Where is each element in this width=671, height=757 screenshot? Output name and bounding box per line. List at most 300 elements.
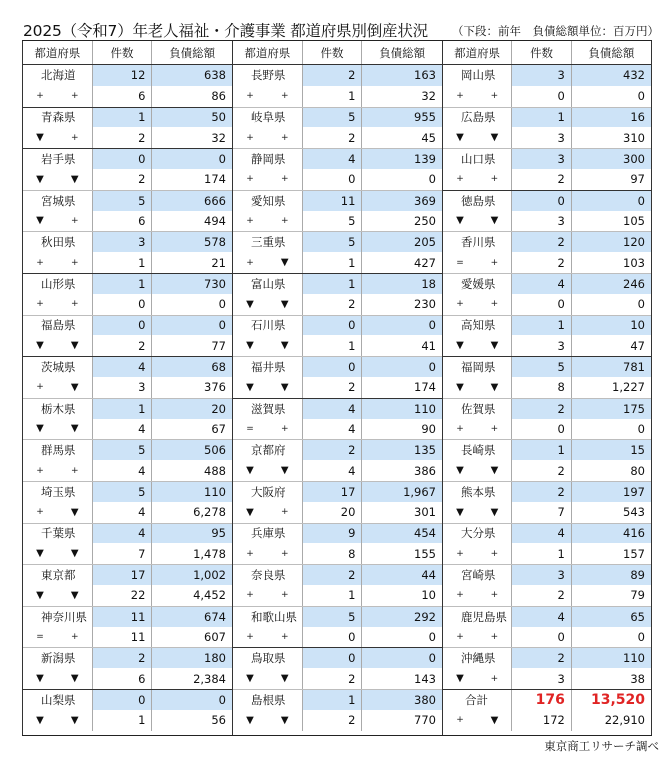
increase-icon: + bbox=[70, 299, 79, 310]
change-markers bbox=[23, 335, 93, 356]
decrease-icon: ▼ bbox=[456, 673, 464, 684]
prior-year-row bbox=[443, 335, 651, 356]
count-cell: 2 bbox=[303, 565, 363, 585]
prefecture-name: 愛知県 bbox=[233, 191, 303, 211]
increase-icon: + bbox=[490, 673, 499, 684]
prior-year-row bbox=[23, 169, 232, 190]
prior-count-cell: 11 bbox=[93, 627, 153, 648]
prior-year-row bbox=[233, 668, 442, 689]
prior-count-cell: 3 bbox=[512, 211, 571, 232]
prior-year-row bbox=[233, 169, 442, 190]
count-cell: 0 bbox=[512, 191, 571, 211]
increase-icon: + bbox=[246, 215, 254, 226]
table-row bbox=[443, 689, 651, 710]
prefecture-name: 岐阜県 bbox=[233, 108, 303, 128]
prior-year-row bbox=[443, 377, 651, 398]
debt-cell: 139 bbox=[362, 149, 442, 169]
header-count: 件数 bbox=[512, 41, 571, 64]
prior-year-row bbox=[233, 127, 442, 148]
increase-icon: + bbox=[490, 91, 499, 102]
total-label: 合計 bbox=[443, 690, 512, 710]
table-row bbox=[443, 481, 651, 502]
prior-debt-cell: 2,384 bbox=[193, 671, 226, 686]
prior-debt-cell: 157 bbox=[623, 546, 645, 561]
prior-debt-cell: 770 bbox=[414, 713, 436, 728]
count-cell: 0 bbox=[93, 316, 153, 336]
decrease-icon: ▼ bbox=[280, 381, 289, 393]
prefecture-name: 神奈川県 bbox=[23, 607, 93, 627]
prior-year-row bbox=[23, 86, 232, 107]
decrease-icon: ▼ bbox=[456, 506, 464, 518]
debt-cell: 68 bbox=[152, 357, 232, 377]
count-cell: 1 bbox=[512, 108, 571, 128]
increase-icon: + bbox=[280, 132, 289, 143]
prior-debt-cell: 45 bbox=[421, 130, 436, 145]
debt-cell: 1,002 bbox=[152, 565, 232, 585]
prior-count-cell: 8 bbox=[512, 377, 571, 398]
prior-year-row bbox=[443, 86, 651, 107]
debt-cell: 638 bbox=[152, 65, 232, 86]
change-markers bbox=[233, 627, 303, 648]
count-cell: 5 bbox=[93, 482, 153, 502]
table-row bbox=[23, 439, 232, 460]
decrease-icon: ▼ bbox=[490, 714, 499, 726]
debt-cell: 20 bbox=[152, 399, 232, 419]
change-markers bbox=[233, 668, 303, 689]
header-prefecture: 都道府県 bbox=[233, 41, 303, 64]
count-cell: 0 bbox=[303, 648, 363, 668]
debt-cell: 65 bbox=[572, 607, 651, 627]
table-row bbox=[23, 523, 232, 544]
count-cell: 1 bbox=[303, 690, 363, 710]
increase-icon: + bbox=[490, 548, 499, 559]
prefecture-name: 兵庫県 bbox=[233, 524, 303, 544]
count-cell: 5 bbox=[303, 232, 363, 252]
change-markers bbox=[233, 585, 303, 606]
prior-count-cell: 3 bbox=[512, 668, 571, 689]
table-row bbox=[233, 190, 442, 211]
increase-icon: + bbox=[246, 631, 254, 642]
count-cell: 3 bbox=[512, 565, 571, 585]
decrease-icon: ▼ bbox=[36, 132, 44, 144]
debt-cell: 454 bbox=[362, 524, 442, 544]
count-cell: 9 bbox=[303, 524, 363, 544]
change-markers bbox=[233, 294, 303, 315]
table-column-group bbox=[22, 41, 232, 735]
prior-year-row bbox=[443, 211, 651, 232]
count-cell: 17 bbox=[303, 482, 363, 502]
count-cell: 4 bbox=[512, 274, 571, 294]
count-cell: 5 bbox=[93, 440, 153, 460]
prefecture-name: 青森県 bbox=[23, 108, 93, 128]
debt-cell: 44 bbox=[362, 565, 442, 585]
change-markers bbox=[23, 502, 93, 523]
prefecture-name: 石川県 bbox=[233, 316, 303, 336]
prefecture-name: 福岡県 bbox=[443, 357, 512, 377]
decrease-icon: ▼ bbox=[456, 132, 464, 144]
increase-icon: + bbox=[36, 382, 44, 393]
debt-cell: 110 bbox=[572, 648, 651, 668]
prior-year-row bbox=[443, 627, 651, 648]
change-markers bbox=[23, 543, 93, 564]
prefecture-name: 千葉県 bbox=[23, 524, 93, 544]
prefecture-name: 群馬県 bbox=[23, 440, 93, 460]
table-row bbox=[23, 564, 232, 585]
debt-cell: 416 bbox=[572, 524, 651, 544]
prior-count-cell: 4 bbox=[93, 502, 153, 523]
increase-icon: + bbox=[280, 174, 289, 185]
debt-cell: 50 bbox=[152, 108, 232, 128]
prior-year-row bbox=[443, 294, 651, 315]
debt-cell: 0 bbox=[362, 316, 442, 336]
change-markers bbox=[23, 252, 93, 273]
decrease-icon: ▼ bbox=[490, 381, 499, 393]
increase-icon: + bbox=[70, 215, 79, 226]
decrease-icon: ▼ bbox=[70, 714, 79, 726]
change-markers bbox=[233, 169, 303, 190]
prior-year-row bbox=[23, 710, 232, 731]
decrease-icon: ▼ bbox=[246, 465, 254, 477]
increase-icon: + bbox=[36, 465, 44, 476]
table-row bbox=[23, 273, 232, 294]
decrease-icon: ▼ bbox=[456, 381, 464, 393]
change-markers bbox=[443, 585, 512, 606]
increase-icon: + bbox=[456, 423, 464, 434]
count-cell: 4 bbox=[303, 399, 363, 419]
prior-debt-cell: 47 bbox=[630, 338, 645, 353]
debt-cell: 432 bbox=[572, 65, 651, 86]
prior-year-row bbox=[233, 502, 442, 523]
prior-count-cell: 7 bbox=[512, 502, 571, 523]
decrease-icon: ▼ bbox=[490, 465, 499, 477]
change-markers bbox=[233, 460, 303, 481]
debt-cell: 120 bbox=[572, 232, 651, 252]
count-cell: 5 bbox=[303, 607, 363, 627]
debt-cell: 197 bbox=[572, 482, 651, 502]
prior-year-row bbox=[23, 585, 232, 606]
prior-year-row bbox=[233, 252, 442, 273]
count-cell: 4 bbox=[512, 607, 571, 627]
prior-debt-cell: 6,278 bbox=[193, 505, 226, 520]
decrease-icon: ▼ bbox=[36, 714, 44, 726]
table-row bbox=[23, 647, 232, 668]
prior-debt-cell: 386 bbox=[414, 463, 436, 478]
increase-icon: + bbox=[490, 257, 499, 268]
prior-year-row bbox=[443, 502, 651, 523]
prior-year-row bbox=[443, 419, 651, 440]
increase-icon: + bbox=[280, 590, 289, 601]
prefecture-name: 茨城県 bbox=[23, 357, 93, 377]
prior-debt-cell: 38 bbox=[630, 671, 645, 686]
prior-count-cell: 2 bbox=[93, 169, 153, 190]
prefecture-name: 長崎県 bbox=[443, 440, 512, 460]
prefecture-name: 熊本県 bbox=[443, 482, 512, 502]
prior-debt-cell: 32 bbox=[421, 89, 436, 104]
change-markers bbox=[23, 585, 93, 606]
decrease-icon: ▼ bbox=[36, 215, 44, 227]
prior-debt-cell: 105 bbox=[623, 213, 645, 228]
prior-count-cell: 2 bbox=[512, 169, 571, 190]
debt-cell: 89 bbox=[572, 565, 651, 585]
source-credit: 東京商工リサーチ調べ bbox=[544, 739, 659, 753]
table-row bbox=[23, 107, 232, 128]
increase-icon: + bbox=[456, 299, 464, 310]
increase-icon: + bbox=[70, 465, 79, 476]
prior-year-row bbox=[443, 169, 651, 190]
change-markers bbox=[233, 127, 303, 148]
table-row bbox=[23, 606, 232, 627]
equal-icon: = bbox=[36, 631, 44, 642]
table-row bbox=[443, 107, 651, 128]
table-row bbox=[443, 148, 651, 169]
decrease-icon: ▼ bbox=[246, 506, 254, 518]
count-cell: 0 bbox=[93, 149, 153, 169]
count-cell: 2 bbox=[512, 482, 571, 502]
prior-count-cell: 4 bbox=[93, 460, 153, 481]
prior-count-cell: 1 bbox=[93, 710, 153, 731]
change-markers bbox=[233, 419, 303, 440]
prior-year-row bbox=[233, 543, 442, 564]
count-cell: 11 bbox=[303, 191, 363, 211]
change-markers bbox=[233, 86, 303, 107]
prior-debt-cell: 41 bbox=[421, 338, 436, 353]
increase-icon: + bbox=[280, 548, 289, 559]
prefecture-name: 三重県 bbox=[233, 232, 303, 252]
count-cell: 1 bbox=[93, 274, 153, 294]
increase-icon: + bbox=[70, 631, 79, 642]
table-row bbox=[23, 190, 232, 211]
prefecture-name: 鹿児島県 bbox=[443, 607, 512, 627]
increase-icon: + bbox=[36, 91, 44, 102]
prior-year-row bbox=[443, 710, 651, 731]
increase-icon: + bbox=[246, 132, 254, 143]
count-cell: 2 bbox=[512, 399, 571, 419]
count-cell: 1 bbox=[303, 274, 363, 294]
table-row bbox=[443, 315, 651, 336]
decrease-icon: ▼ bbox=[280, 714, 289, 726]
decrease-icon: ▼ bbox=[70, 423, 79, 435]
count-cell: 0 bbox=[303, 357, 363, 377]
increase-icon: + bbox=[490, 590, 499, 601]
table-row bbox=[443, 439, 651, 460]
increase-icon: + bbox=[456, 715, 464, 726]
prior-count-cell: 0 bbox=[512, 627, 571, 648]
prefecture-name: 滋賀県 bbox=[233, 399, 303, 419]
prefecture-name: 山形県 bbox=[23, 274, 93, 294]
prior-year-row bbox=[233, 335, 442, 356]
prior-debt-cell: 0 bbox=[637, 297, 645, 312]
change-markers bbox=[23, 460, 93, 481]
debt-cell: 10 bbox=[572, 316, 651, 336]
increase-icon: + bbox=[490, 423, 499, 434]
increase-icon: + bbox=[456, 174, 464, 185]
prior-debt-cell: 97 bbox=[630, 172, 645, 187]
increase-icon: + bbox=[70, 132, 79, 143]
change-markers bbox=[443, 419, 512, 440]
prior-debt-cell: 67 bbox=[211, 421, 226, 436]
increase-icon: + bbox=[246, 548, 254, 559]
count-cell: 2 bbox=[512, 232, 571, 252]
change-markers bbox=[23, 377, 93, 398]
prior-year-row bbox=[233, 585, 442, 606]
change-markers bbox=[443, 627, 512, 648]
table-row bbox=[443, 190, 651, 211]
debt-cell: 110 bbox=[152, 482, 232, 502]
decrease-icon: ▼ bbox=[280, 465, 289, 477]
prefecture-name: 山口県 bbox=[443, 149, 512, 169]
change-markers bbox=[443, 377, 512, 398]
prior-count-cell: 4 bbox=[303, 419, 363, 440]
change-markers bbox=[23, 627, 93, 648]
prior-debt-cell: 103 bbox=[623, 255, 645, 270]
prefecture-name: 秋田県 bbox=[23, 232, 93, 252]
prior-count-cell: 0 bbox=[512, 86, 571, 107]
decrease-icon: ▼ bbox=[246, 673, 254, 684]
header-debt: 負債総額 bbox=[379, 45, 426, 60]
equal-icon: = bbox=[456, 257, 464, 268]
prior-debt-cell: 22,910 bbox=[604, 713, 645, 728]
prior-debt-cell: 90 bbox=[421, 421, 436, 436]
prior-debt-cell: 230 bbox=[414, 297, 436, 312]
change-markers bbox=[443, 294, 512, 315]
table-row bbox=[443, 398, 651, 419]
prefecture-name: 大分県 bbox=[443, 524, 512, 544]
header-row bbox=[233, 41, 442, 65]
change-markers bbox=[443, 127, 512, 148]
debt-cell: 300 bbox=[572, 149, 651, 169]
table-column-group bbox=[442, 41, 652, 735]
table-row bbox=[443, 356, 651, 377]
prefecture-name: 高知県 bbox=[443, 316, 512, 336]
decrease-icon: ▼ bbox=[36, 340, 44, 352]
increase-icon: + bbox=[36, 299, 44, 310]
prior-count-cell: 1 bbox=[512, 543, 571, 564]
prefecture-name: 奈良県 bbox=[233, 565, 303, 585]
count-cell: 5 bbox=[93, 191, 153, 211]
change-markers bbox=[23, 294, 93, 315]
decrease-icon: ▼ bbox=[70, 548, 79, 560]
prior-year-row bbox=[443, 127, 651, 148]
prior-count-cell: 2 bbox=[303, 294, 363, 315]
prefecture-name: 山梨県 bbox=[23, 690, 93, 710]
prefecture-name: 栃木県 bbox=[23, 399, 93, 419]
table-row bbox=[233, 398, 442, 419]
prefecture-name: 富山県 bbox=[233, 274, 303, 294]
header-count: 件数 bbox=[303, 41, 363, 64]
prior-count-cell: 0 bbox=[512, 294, 571, 315]
debt-cell: 730 bbox=[152, 274, 232, 294]
increase-icon: + bbox=[246, 91, 254, 102]
total-debt: 13,520 bbox=[572, 690, 651, 710]
table-row bbox=[233, 606, 442, 627]
prior-count-cell: 0 bbox=[303, 169, 363, 190]
prior-count-cell: 2 bbox=[512, 252, 571, 273]
increase-icon: + bbox=[490, 299, 499, 310]
debt-cell: 380 bbox=[362, 690, 442, 710]
decrease-icon: ▼ bbox=[490, 215, 499, 227]
table-row bbox=[23, 689, 232, 710]
prefecture-name: 福島県 bbox=[23, 316, 93, 336]
count-cell: 0 bbox=[93, 690, 153, 710]
increase-icon: + bbox=[70, 91, 79, 102]
decrease-icon: ▼ bbox=[246, 340, 254, 352]
prior-count-cell: 2 bbox=[303, 668, 363, 689]
prefecture-name: 北海道 bbox=[23, 65, 93, 86]
debt-cell: 175 bbox=[572, 399, 651, 419]
prior-year-row bbox=[233, 419, 442, 440]
prior-count-cell: 1 bbox=[303, 86, 363, 107]
change-markers bbox=[233, 543, 303, 564]
count-cell: 4 bbox=[512, 524, 571, 544]
change-markers bbox=[443, 252, 512, 273]
prior-debt-cell: 1,478 bbox=[193, 546, 226, 561]
count-cell: 17 bbox=[93, 565, 153, 585]
change-markers bbox=[233, 502, 303, 523]
prefecture-name: 東京都 bbox=[23, 565, 93, 585]
prior-count-cell: 2 bbox=[93, 335, 153, 356]
debt-cell: 674 bbox=[152, 607, 232, 627]
header-debt: 負債総額 bbox=[169, 45, 216, 60]
prior-debt-cell: 0 bbox=[637, 629, 645, 644]
debt-cell: 781 bbox=[572, 357, 651, 377]
debt-cell: 578 bbox=[152, 232, 232, 252]
prefecture-name: 沖縄県 bbox=[443, 648, 512, 668]
increase-icon: + bbox=[246, 257, 254, 268]
table-row bbox=[23, 231, 232, 252]
prefecture-name: 岩手県 bbox=[23, 149, 93, 169]
prior-count-cell: 2 bbox=[303, 710, 363, 731]
prior-year-row bbox=[443, 252, 651, 273]
debt-cell: 369 bbox=[362, 191, 442, 211]
prior-debt-cell: 79 bbox=[630, 588, 645, 603]
table-row bbox=[233, 315, 442, 336]
prior-count-cell: 1 bbox=[303, 335, 363, 356]
debt-cell: 0 bbox=[362, 357, 442, 377]
prior-debt-cell: 0 bbox=[218, 297, 226, 312]
prior-debt-cell: 543 bbox=[623, 505, 645, 520]
table-row bbox=[233, 65, 442, 86]
prior-debt-cell: 494 bbox=[204, 213, 226, 228]
count-cell: 4 bbox=[93, 357, 153, 377]
prior-debt-cell: 10 bbox=[421, 588, 436, 603]
change-markers bbox=[443, 543, 512, 564]
prefecture-name: 長野県 bbox=[233, 65, 303, 86]
decrease-icon: ▼ bbox=[246, 714, 254, 726]
prefecture-name: 埼玉県 bbox=[23, 482, 93, 502]
count-cell: 5 bbox=[512, 357, 571, 377]
prior-count-cell: 1 bbox=[303, 585, 363, 606]
decrease-icon: ▼ bbox=[70, 506, 79, 518]
prior-count-cell: 5 bbox=[303, 211, 363, 232]
table-row bbox=[23, 481, 232, 502]
change-markers bbox=[233, 377, 303, 398]
prior-year-row bbox=[23, 335, 232, 356]
debt-cell: 16 bbox=[572, 108, 651, 128]
prior-count-cell: 172 bbox=[512, 710, 571, 731]
prior-debt-cell: 301 bbox=[414, 505, 436, 520]
prefecture-name: 徳島県 bbox=[443, 191, 512, 211]
debt-cell: 205 bbox=[362, 232, 442, 252]
debt-cell: 506 bbox=[152, 440, 232, 460]
prior-count-cell: 2 bbox=[512, 585, 571, 606]
prefecture-name: 福井県 bbox=[233, 357, 303, 377]
prior-year-row bbox=[233, 710, 442, 731]
prefecture-name: 静岡県 bbox=[233, 149, 303, 169]
table-row bbox=[23, 148, 232, 169]
decrease-icon: ▼ bbox=[490, 132, 499, 144]
decrease-icon: ▼ bbox=[280, 257, 289, 269]
table-row bbox=[23, 65, 232, 86]
